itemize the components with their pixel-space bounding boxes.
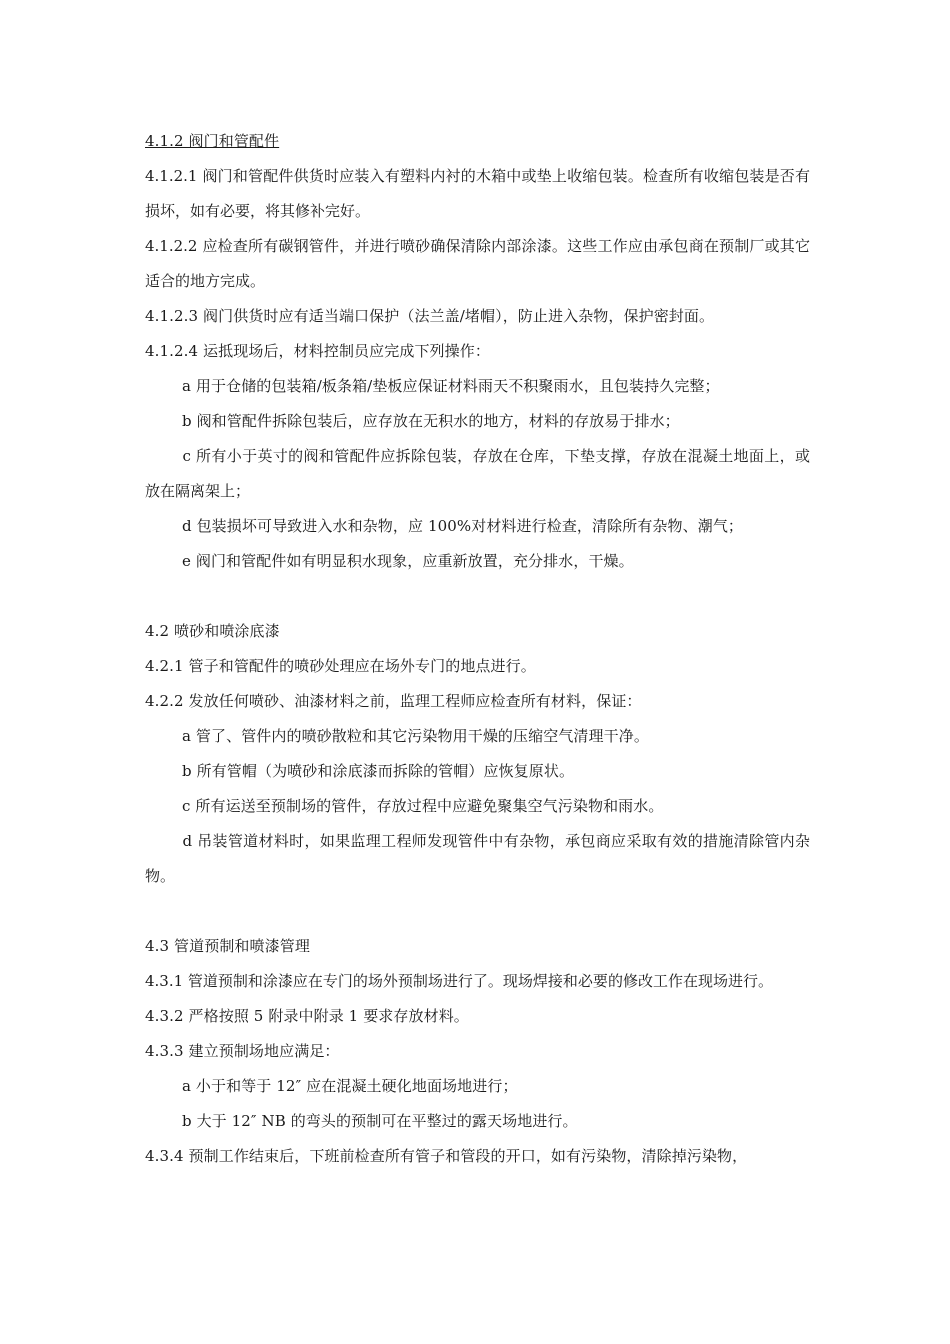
list-item-4-3-3-b: b 大于 12″ NB 的弯头的预制可在平整过的露天场地进行。 (182, 1112, 578, 1130)
document-body (145, 124, 810, 1174)
list-item-4-1-2-4-d: d 包装损坏可导致进入水和杂物，应 100%对材料进行检查，清除所有杂物、潮气； (182, 517, 744, 535)
list-item-4-1-2-4-a: a 用于仓储的包装箱/板条箱/垫板应保证材料雨天不积聚雨水，且包装持久完整； (182, 377, 720, 395)
list-item-4-1-2-4-e: e 阀门和管配件如有明显积水现象，应重新放置，充分排水，干燥。 (182, 552, 634, 570)
blank-line (145, 579, 810, 614)
section-heading-4-2: 4.2 喷砂和喷涂底漆 (145, 622, 280, 640)
list-item-4-3-3-a: a 小于和等于 12″ 应在混凝土硬化地面场地进行； (182, 1077, 518, 1095)
paragraph-4-1-2-2: 4.1.2.2 应检查所有碳钢管件，并进行喷砂确保清除内部涂漆。这些工作应由承包商在预制厂或其它适合的地方完成。 (145, 237, 810, 290)
paragraph-4-2-2: 4.2.2 发放任何喷砂、油漆材料之前，监理工程师应检查所有材料，保证： (145, 692, 642, 710)
blank-line (145, 894, 810, 929)
paragraph-4-1-2-3: 4.1.2.3 阀门供货时应有适当端口保护（法兰盖/堵帽），防止进入杂物，保护密封面。 (145, 307, 715, 325)
section-heading-4-3: 4.3 管道预制和喷漆管理 (145, 937, 310, 955)
paragraph-4-2-1: 4.2.1 管子和管配件的喷砂处理应在场外专门的地点进行。 (145, 657, 536, 675)
paragraph-4-3-2: 4.3.2 严格按照 5 附录中附录 1 要求存放材料。 (145, 1007, 469, 1025)
paragraph-4-3-4: 4.3.4 预制工作结束后，下班前检查所有管子和管段的开口，如有污染物，清除掉污染物， (145, 1147, 748, 1165)
paragraph-4-3-3: 4.3.3 建立预制场地应满足： (145, 1042, 340, 1060)
list-item-4-2-2-b: b 所有管帽（为喷砂和涂底漆而拆除的管帽）应恢复原状。 (182, 762, 575, 780)
section-heading-4-1-2: 4.1.2 阀门和管配件 (145, 132, 280, 150)
paragraph-4-3-1: 4.3.1 管道预制和涂漆应在专门的场外预制场进行了。现场焊接和必要的修改工作在现场进行。 (145, 972, 773, 990)
list-item-4-1-2-4-b: b 阀和管配件拆除包装后，应存放在无积水的地方，材料的存放易于排水； (182, 412, 680, 430)
list-item-4-2-2-c: c 所有运送至预制场的管件，存放过程中应避免聚集空气污染物和雨水。 (182, 797, 664, 815)
paragraph-4-1-2-4: 4.1.2.4 运抵现场后，材料控制员应完成下列操作： (145, 342, 490, 360)
paragraph-4-1-2-1: 4.1.2.1 阀门和管配件供货时应装入有塑料内衬的木箱中或垫上收缩包装。检查所有收缩包装是否有损坏，如有必要，将其修补完好。 (145, 167, 810, 220)
list-item-4-2-2-d: d 吊装管道材料时，如果监理工程师发现管件中有杂物，承包商应采取有效的措施清除管内杂物。 (145, 832, 810, 885)
list-item-4-2-2-a: a 管了、管件内的喷砂散粒和其它污染物用干燥的压缩空气清理干净。 (182, 727, 649, 745)
list-item-4-1-2-4-c: c 所有小于英寸的阀和管配件应拆除包装，存放在仓库，下垫支撑，存放在混凝土地面上，或放在隔离架上； (145, 447, 810, 500)
